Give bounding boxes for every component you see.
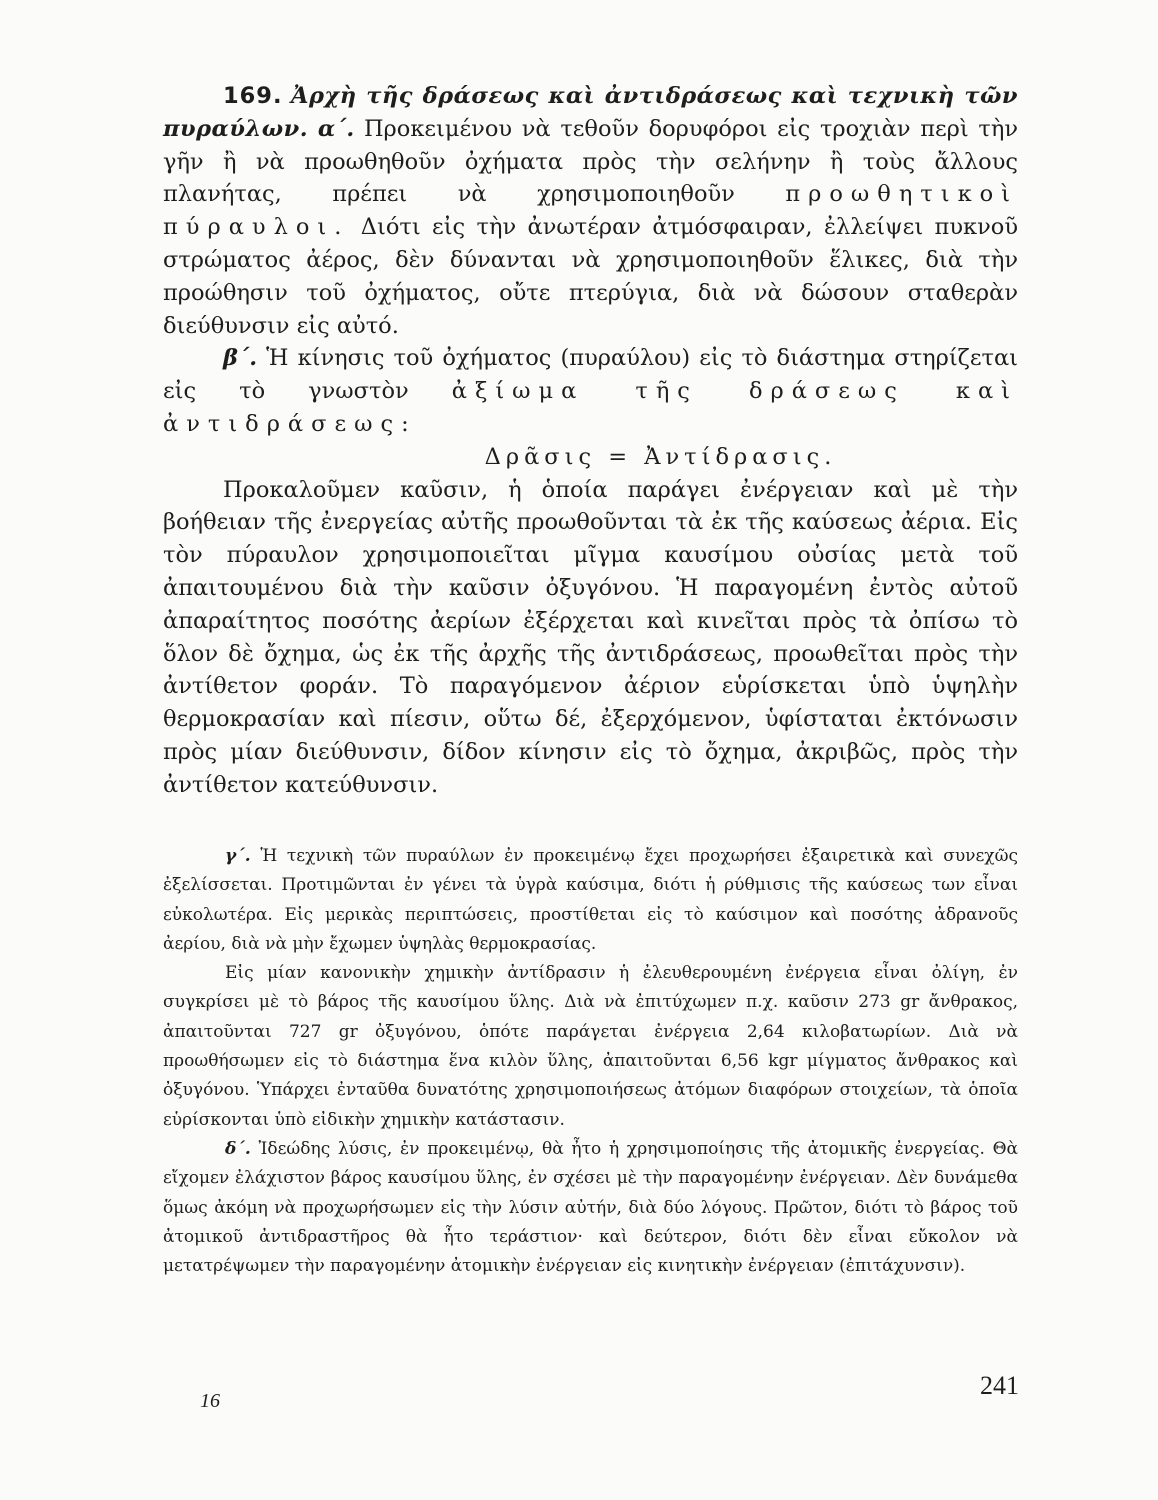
paragraph-delta-text: Ἰδεώδης λύσις, ἐν προκειμένῳ, θὰ ἦτο ἡ χρησιμοποίησις τῆς ἀτομικῆς ἐνεργείας. Θὰ εἴχομεν ἐλάχιστον βάρος καυσίμου ὕλης, ἐν σχέσει μὲ τὴν παραγομένην ἐνέργειαν. Δὲν δυνάμεθα ὅμως ἀκόμη νὰ προχωρήσωμεν εἰς τὴν λύσιν αὐτήν, διὰ δύο λόγους. Πρῶτον, διότι τὸ βάρος τοῦ ἀτομικοῦ ἀντιδραστῆρος θὰ ἦτο τεράστιον· καὶ δεύτερον, διότι δὲν εἶναι εὔκολον νὰ μετατρέψωμεν τὴν παραγομένην ἀτομικὴν ἐνέργειαν εἰς κινητικὴν ἐνέργειαν (ἐπιτάχυνσιν).	[163, 1138, 1019, 1277]
paragraph-beta	[163, 342, 1018, 440]
page-number: 241	[980, 1371, 1019, 1400]
term-axiom: ἀξίωμα τῆς δράσεως καὶ ἀντιδράσεως:	[163, 378, 1019, 437]
paragraph-beta-text: Ἡ κίνησις τοῦ ὀχήματος (πυραύλου) εἰς τὸ διάστημα στηρίζεται εἰς τὸ γνωστὸν	[163, 345, 1018, 405]
label-alpha: α΄.	[317, 115, 355, 142]
label-delta: δ΄.	[225, 1138, 251, 1159]
paragraph-gamma-text: Ἡ τεχνικὴ τῶν πυραύλων ἐν προκειμένῳ ἔχει προχωρήσει ἐξαιρετικὰ καὶ συνεχῶς ἐξελίσσεται. Προτιμῶνται ἐν γένει τὰ ὑγρὰ καύσιμα, διότι ἡ ρύθμισις τῆς καύσεως των εἶναι εὐκολωτέρα. Εἰς μερικὰς περιπτώσεις, προστίθεται εἰς τὸ καύσιμον καὶ ποσότης ἀδρανοῦς ἀερίου, διὰ νὰ μὴν ἔχωμεν ὑψηλὰς θερμοκρασίας.	[163, 846, 1018, 954]
label-beta: β΄.	[223, 345, 258, 372]
paragraph-chemical-reaction: Εἰς μίαν κανονικὴν χημικὴν ἀντίδρασιν ἡ ἐλευθερουμένη ἐνέργεια εἶναι ὀλίγη, ἐν συγκρίσει μὲ τὸ βάρος τῆς καυσίμου ὕλης. Διὰ νὰ ἐπιτύχωμεν π.χ. καῦσιν 273 gr ἄνθρακος, ἀπαιτοῦνται 727 gr ὀξυγόνου, ὁπότε παράγεται ἐνέργεια 2,64 κιλοβατωρίων. Διὰ νὰ προωθήσωμεν εἰς τὸ διάστημα ἕνα κιλὸν ὕλης, ἀπαιτοῦνται 6,56 kgr μίγματος ἄνθρακος καὶ ὀξυγόνου. Ὑπάρχει ἐνταῦθα δυνατότης χρησιμοποιήσεως ἀτόμων διαφόρων στοιχείων, τὰ ὁποῖα εὑρίσκονται ὑπὸ εἰδικὴν χημικὴν κατάστασιν.	[163, 963, 1018, 1130]
label-gamma: γ΄.	[225, 846, 251, 866]
paragraph-delta	[163, 1135, 1018, 1281]
signature-mark: 16	[200, 1390, 220, 1412]
main-text-block	[163, 80, 1018, 802]
term-propulsion-rockets: προωθητικοὶ πύραυλοι.	[163, 181, 1018, 241]
paragraph-alpha-text-1: Προκειμένου νὰ τεθοῦν δορυφόροι εἰς τροχιὰν περὶ τὴν γῆν ἢ νὰ προωθηθοῦν ὀχήματα πρὸς τὴν σελήνην ἢ τοὺς ἄλλους πλανήτας, πρέπει νὰ χρησιμοποιηθοῦν	[163, 115, 1018, 208]
paragraph-alpha-text-2: Διότι εἰς τὴν ἀνωτέραν ἀτμόσφαιραν, ἐλλείψει πυκνοῦ στρώματος ἀέρος, δὲν δύνανται νὰ χρησιμοποιηθοῦν ἕλικες, διὰ τὴν προώθησιν τοῦ ὀχήματος, οὔτε πτερύγια, διὰ νὰ δώσουν σταθερὰν διεύθυνσιν εἰς αὐτό.	[163, 214, 1018, 339]
paragraph-gamma	[163, 842, 1018, 959]
paragraph-combustion: Προκαλοῦμεν καῦσιν, ἡ ὁποία παράγει ἐνέργειαν καὶ μὲ τὴν βοήθειαν τῆς ἐνεργείας αὐτῆς προωθοῦνται τὰ ἐκ τῆς καύσεως ἀέρια. Εἰς τὸν πύραυλον χρησιμοποιεῖται μῖγμα καυσίμου οὐσίας μετὰ τοῦ ἀπαιτουμένου διὰ τὴν καῦσιν ὀξυγόνου. Ἡ παραγομένη ἐντὸς αὐτοῦ ἀπαραίτητος ποσότης ἀερίων ἐξέρχεται καὶ κινεῖται πρὸς τὰ ὀπίσω τὸ ὅλον δὲ ὄχημα, ὡς ἐκ τῆς ἀρχῆς τῆς ἀντιδράσεως, προωθεῖται πρὸς τὴν ἀντίθετον φοράν. Τὸ παραγόμενον ἀέριον εὑρίσκεται ὑπὸ ὑψηλὴν θερμοκρασίαν καὶ πίεσιν, οὕτω δέ, ἐξερχόμενον, ὑφίσταται ἐκτόνωσιν πρὸς μίαν διεύθυνσιν, δίδον κίνησιν εἰς τὸ ὄχημα, ἀκριβῶς, πρὸς τὴν ἀντίθετον κατεύθυνσιν.	[163, 476, 1018, 798]
small-text-block	[163, 842, 1018, 1281]
section-title: Ἀρχὴ τῆς δράσεως καὶ ἀντιδράσεως καὶ τεχνικὴ τῶν πυραύλων.	[163, 83, 1018, 142]
paragraph-alpha	[163, 80, 1018, 342]
formula-action-reaction: Δρᾶσις = Ἀντίδρασις.	[484, 443, 837, 470]
section-number: 169.	[223, 83, 283, 109]
